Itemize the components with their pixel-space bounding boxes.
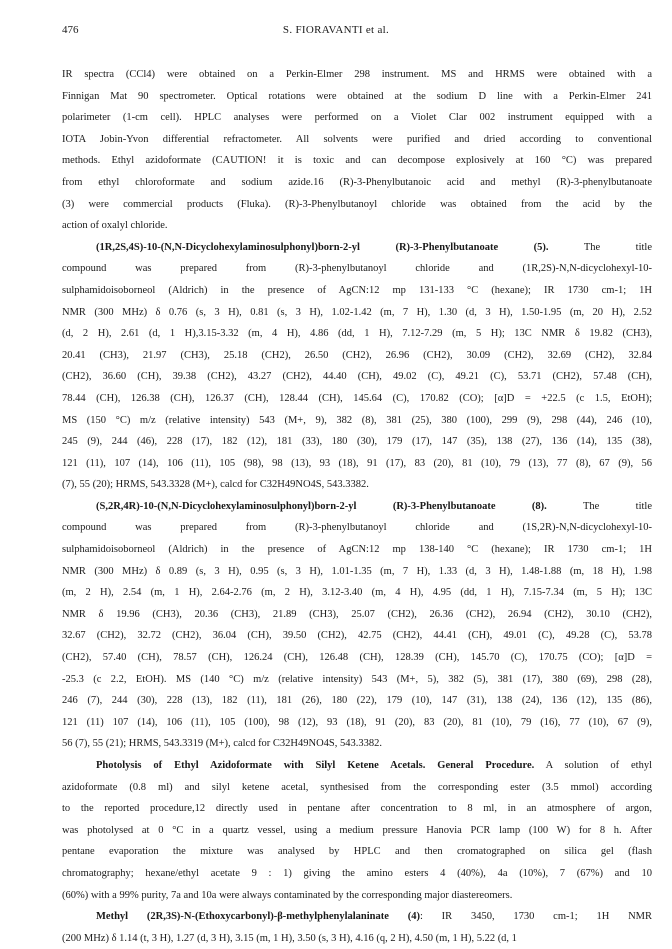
line-text: sulphamidoisoborneol (Aldrich) in the presence of AgCN:12 mp 138-140 °C (hexane); IR 1730 cm-1; 1H bbox=[62, 544, 652, 556]
paragraph-compound-5 bbox=[62, 237, 652, 496]
text-line bbox=[62, 820, 652, 842]
text-line bbox=[62, 431, 652, 453]
line-text: 121 (11) 107 (14), 106 (11), 105 (100), 98 (12), 93 (18), 91 (20), 83 (20), 81 (10), 79 (16), 77 (10), 67 (9), bbox=[62, 716, 652, 728]
line-text: 121 (11), 107 (14), 106 (11), 105 (98), 98 (13), 93 (18), 91 (17), 83 (20), 81 (10), 79 (13), 77 (8), 67 (9), 56 bbox=[62, 457, 652, 469]
line-text: 246 (7), 244 (30), 228 (13), 182 (11), 181 (26), 180 (22), 179 (10), 147 (31), 138 (24), 136 (12), 135 (86), bbox=[62, 695, 652, 707]
paragraph-heading: (S,2R,4R)-10-(N,N-Dicyclohexylaminosulphonyl)born-2-yl (R)-3-Phenylbutanoate (8). bbox=[96, 500, 547, 512]
line-text: compound was prepared from (R)-3-phenylbutanoyl chloride and (1S,2R)-N,N-dicyclohexyl-10- bbox=[62, 522, 652, 534]
text-line bbox=[62, 777, 652, 799]
text-line bbox=[62, 582, 652, 604]
text-line bbox=[62, 410, 652, 432]
text-line bbox=[62, 150, 652, 172]
text-line bbox=[62, 798, 652, 820]
line-text: (m, 2 H), 2.54 (m, 1 H), 2.64-2.76 (m, 2 H), 3.12-3.40 (m, 4 H), 4.95 (dd, 1 H), 7.15-7.34 (m, 5 H); 13C bbox=[62, 587, 652, 599]
text-line bbox=[62, 885, 652, 907]
line-text: compound was prepared from (R)-3-phenylbutanoyl chloride and (1R,2S)-N,N-dicyclohexyl-10- bbox=[62, 263, 652, 275]
line-text: IOTA Jobin-Yvon differential refractometer. All solvents were purified and dried according to conventional bbox=[62, 133, 652, 145]
line-text: 245 (9), 244 (46), 228 (17), 182 (12), 181 (33), 180 (30), 179 (17), 147 (35), 138 (27), 136 (14), 135 (38), bbox=[62, 436, 652, 448]
text-line bbox=[62, 496, 652, 518]
line-text: sulphamidoisoborneol (Aldrich) in the presence of AgCN:12 mp 131-133 °C (hexane); IR 1730 cm-1; 1H bbox=[62, 284, 652, 296]
running-head: S. FIORAVANTI et al. bbox=[282, 24, 390, 36]
line-text: 78.44 (CH), 126.38 (CH), 126.37 (CH), 128.44 (CH), 145.64 (C), 170.82 (CO); [α]D = +22.5 (c 1.5, EtOH); bbox=[62, 392, 652, 404]
text-line bbox=[62, 172, 652, 194]
text-line bbox=[62, 561, 652, 583]
text-line bbox=[62, 690, 652, 712]
text-line bbox=[62, 841, 652, 863]
line-text: from ethyl chloroformate and sodium azide.16 (R)-3-Phenylbutanoic acid and methyl (R)-3-phenylbutanoate bbox=[62, 176, 652, 188]
text-line bbox=[62, 345, 652, 367]
text-line bbox=[62, 906, 652, 928]
line-text: pentane evaporation the mixture was analysed by HPLC and then cromatographed on silica gel (flash bbox=[62, 846, 652, 858]
text-line bbox=[62, 928, 652, 949]
line-text: NMR δ 19.96 (CH3), 20.36 (CH3), 21.89 (CH3), 25.07 (CH2), 26.36 (CH2), 26.94 (CH2), 30.10 (CH2), bbox=[62, 608, 652, 620]
line-text: MS (150 °C) m/z (relative intensity) 543 (M+, 9), 382 (8), 381 (25), 380 (100), 299 (9), 298 (44), 246 (10), bbox=[62, 414, 652, 426]
line-text: NMR (300 MHz) δ 0.76 (s, 3 H), 0.81 (s, 3 H), 1.02-1.42 (m, 7 H), 1.30 (d, 3 H), 1.50-1.95 (m, 20 H), 2.52 bbox=[62, 306, 652, 318]
line-text: 20.41 (CH3), 21.97 (CH3), 25.18 (CH2), 26.50 (CH2), 26.96 (CH2), 30.09 (CH2), 32.69 (CH2), 32.84 bbox=[62, 349, 652, 361]
line-text: chromatography; hexane/ethyl acetate 9 : 1) giving the amino esters 4 (40%), 4a (10%), 7 (67%) and 10 bbox=[62, 867, 652, 879]
line-text: IR spectra (CCl4) were obtained on a Perkin-Elmer 298 instrument. MS and HRMS were obtained with a bbox=[62, 69, 652, 80]
text-line bbox=[62, 280, 652, 302]
text-line bbox=[62, 258, 652, 280]
paragraph-experimental-general bbox=[62, 64, 652, 237]
line-text: polarimeter (1-cm cell). HPLC analyses were performed on a Violet Clar 002 instrument equipped with a bbox=[62, 112, 652, 124]
text-line bbox=[62, 366, 652, 388]
text-line bbox=[62, 453, 652, 475]
line-text: (CH2), 57.40 (CH), 78.57 (CH), 126.24 (CH), 126.48 (CH), 128.39 (CH), 145.70 (C), 170.75 (CO); [α]D = bbox=[62, 652, 652, 664]
text-line bbox=[62, 323, 652, 345]
line-text: methods. Ethyl azidoformate (CAUTION! it is toxic and can decompose explosively at 160 °C) was prepared bbox=[62, 155, 652, 167]
paragraph-heading: Photolysis of Ethyl Azidoformate with Silyl Ketene Acetals. General Procedure. bbox=[96, 760, 535, 771]
text-line bbox=[62, 194, 652, 216]
line-text: 32.67 (CH2), 32.72 (CH2), 36.04 (CH), 39.50 (CH2), 42.75 (CH2), 44.41 (CH), 49.01 (C), 49.28 (C), 53.78 bbox=[62, 630, 652, 642]
line-text: (7), 55 (20); HRMS, 543.3328 (M+), calcd for C32H49NO4S, 543.3382. bbox=[62, 479, 369, 491]
paragraph-compound-8 bbox=[62, 496, 652, 755]
text-line bbox=[62, 86, 652, 108]
line-text: The title bbox=[548, 241, 652, 253]
line-text: 56 (7), 55 (21); HRMS, 543.3319 (M+), calcd for C32H49NO4S, 543.3382. bbox=[62, 738, 383, 750]
line-text: (CH2), 36.60 (CH), 39.38 (CH2), 43.27 (CH2), 44.40 (CH), 49.02 (C), 49.21 (C), 53.71 (CH2), 57.48 (CH), bbox=[62, 371, 652, 383]
line-text: NMR (300 MHz) δ 0.89 (s, 3 H), 0.95 (s, 3 H), 1.01-1.35 (m, 7 H), 1.33 (d, 3 H), 1.48-1.88 (m, 18 H), 1.98 bbox=[62, 565, 652, 577]
line-text: : IR 3450, 1730 cm-1; 1H NMR bbox=[419, 911, 652, 923]
text-line bbox=[62, 863, 652, 885]
text-line bbox=[62, 755, 652, 777]
line-text: was photolysed at 0 °C in a quartz vessel, using a medium pressure Hanovia PCR lamp (100 W) for 8 h. After bbox=[62, 824, 652, 836]
text-line bbox=[62, 215, 652, 237]
article-body bbox=[62, 64, 652, 949]
text-line bbox=[62, 733, 652, 755]
paragraph-heading: Methyl (2R,3S)-N-(Ethoxycarbonyl)-β-methylphenylalaninate (4) bbox=[96, 911, 420, 923]
line-text: -25.3 (c 2.2, EtOH). MS (140 °C) m/z (relative intensity) 543 (M+, 5), 382 (5), 381 (17), 380 (69), 298 (28), bbox=[62, 673, 652, 685]
line-text: (d, 2 H), 2.61 (d, 1 H),3.15-3.32 (m, 4 H), 4.86 (dd, 1 H), 7.12-7.29 (m, 5 H); 13C NMR δ 19.82 (CH3), bbox=[62, 328, 652, 340]
paragraph-compound-4 bbox=[62, 906, 652, 949]
text-line bbox=[62, 712, 652, 734]
text-line bbox=[62, 129, 652, 151]
line-text: The title bbox=[546, 500, 652, 512]
text-line bbox=[62, 604, 652, 626]
text-line bbox=[62, 388, 652, 410]
text-line bbox=[62, 64, 652, 86]
paragraph-photolysis bbox=[62, 755, 652, 906]
text-line bbox=[62, 669, 652, 691]
line-text: azidoformate (0.8 ml) and silyl ketene acetal, synthesised from the corresponding ester (3.5 mmol) according bbox=[62, 781, 652, 793]
line-text: Finnigan Mat 90 spectrometer. Optical rotations were obtained at the sodium D line with a Perkin-Elmer 241 bbox=[62, 90, 652, 102]
line-text: (3) were commercial products (Fluka). (R)-3-Phenylbutanoyl chloride was obtained from the acid by the bbox=[62, 198, 652, 210]
paragraph-heading: (1R,2S,4S)-10-(N,N-Dicyclohexylaminosulphonyl)born-2-yl (R)-3-Phenylbutanoate (5). bbox=[96, 241, 549, 253]
text-line bbox=[62, 107, 652, 129]
text-line bbox=[62, 517, 652, 539]
text-line bbox=[62, 302, 652, 324]
line-text: (60%) with a 99% purity, 7a and 10a were always contaminated by the corresponding major diastereomers. bbox=[62, 889, 513, 901]
text-line bbox=[62, 237, 652, 259]
line-text: A solution of ethyl bbox=[534, 760, 652, 771]
text-line bbox=[62, 647, 652, 669]
line-text: to the reported procedure,12 directly used in pentane after concentration to 8 ml, in an atmosphere of argon, bbox=[62, 803, 652, 815]
line-text: action of oxalyl chloride. bbox=[62, 220, 168, 232]
line-text: (200 MHz) δ 1.14 (t, 3 H), 1.27 (d, 3 H), 3.15 (m, 1 H), 3.50 (s, 3 H), 4.16 (q, 2 H), 4.50 (m, 1 H), 5.22 (d, 1 bbox=[62, 932, 517, 944]
text-line bbox=[62, 474, 652, 496]
text-line bbox=[62, 625, 652, 647]
text-line bbox=[62, 539, 652, 561]
page-number: 476 bbox=[62, 24, 79, 36]
